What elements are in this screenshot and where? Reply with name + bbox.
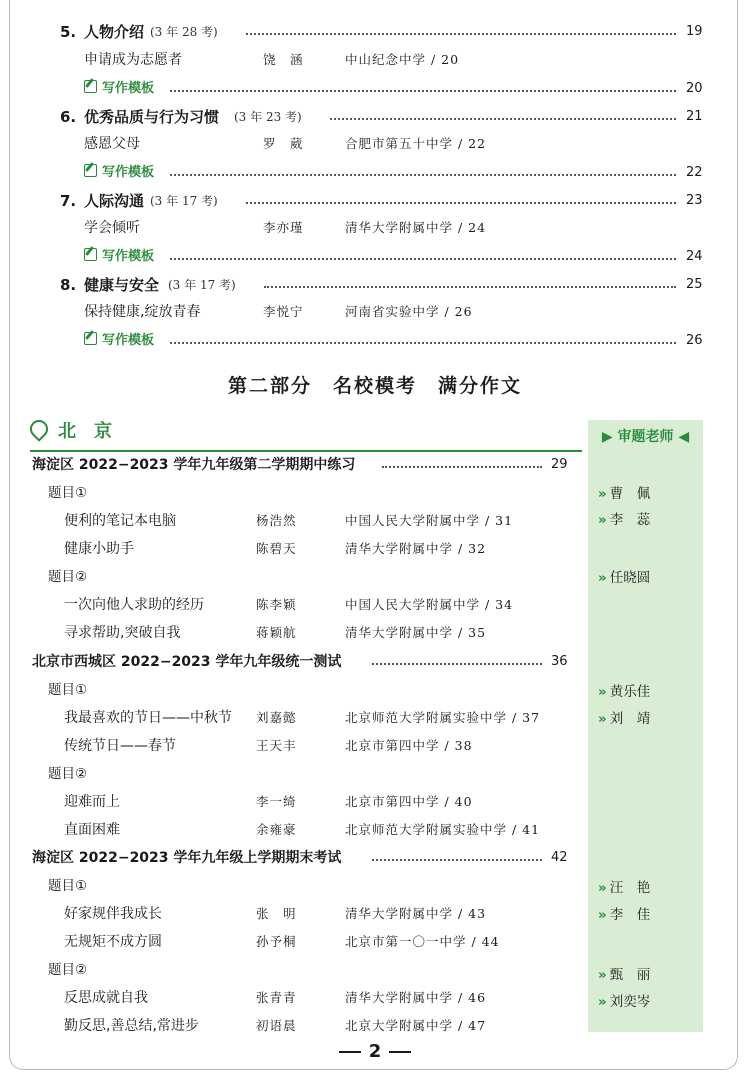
essay-row[interactable] [0,621,750,645]
teacher-name: 曹 佩 [609,486,651,502]
location-pin-icon [26,416,51,441]
edit-icon [84,164,97,177]
region-divider [30,450,582,452]
essay-row[interactable] [0,818,750,842]
essay-title: 传统节日——春节 [64,738,176,754]
topic-label: 题目② [48,766,88,782]
leader-dots [246,202,676,204]
essay-row[interactable] [0,1014,750,1038]
template-link[interactable] [84,245,154,269]
leader-dots [382,466,542,468]
template-link[interactable] [84,77,154,101]
essay-title: 迎难而上 [64,794,120,810]
essay-author: 余雍豪 [256,822,297,837]
page-number [0,1041,750,1062]
sidebar-title: ▶ 审题老师 ◀ [601,429,690,445]
exam-title: 海淀区 2022−2023 学年九年级上学期期末考试 [32,850,342,866]
essay-row[interactable] [0,706,750,730]
edit-icon [84,248,97,261]
chevron-right-icon: » [598,907,604,923]
page-number-label: 2 [368,1041,382,1062]
essay-school: 中国人民大学附属中学 / 34 [345,597,514,612]
exam-title: 海淀区 2022−2023 学年九年级第二学期期中练习 [32,457,356,473]
section-heading[interactable] [0,273,750,297]
topic-label-row [0,762,750,786]
leader-dots [372,859,542,861]
chevron-right-icon: » [598,711,604,727]
topic-label: 题目① [48,485,88,501]
essay-title: 勤反思,善总结,常进步 [64,1018,199,1034]
essay-school: 中国人民大学附属中学 / 31 [345,513,514,528]
topic-label-row [0,958,750,982]
template-row[interactable] [0,245,750,269]
section-heading[interactable] [0,20,750,44]
essay-row[interactable] [0,986,750,1010]
essay-school: 清华大学附属中学 / 43 [345,906,487,921]
essay-author: 李一绮 [256,794,297,809]
essay-title: 好家规伴我成长 [64,906,162,922]
essay-author: 张 明 [256,906,297,921]
essay-title: 保持健康,绽放青春 [84,304,201,320]
template-row[interactable] [0,161,750,185]
essay-title: 一次向他人求助的经历 [64,597,204,613]
template-link[interactable] [84,161,154,185]
teacher-name: 黄乐佳 [609,684,651,700]
essay-title: 我最喜欢的节日——中秋节 [64,710,232,726]
teacher-name: 李 蕊 [609,512,651,528]
essay-row[interactable] [0,48,750,72]
essay-school: 北京师范大学附属实验中学 / 41 [345,822,541,837]
leader-dots [170,174,676,176]
essay-author: 蒋颖航 [256,625,297,640]
page-ref: 24 [686,249,703,264]
template-label: 写作模板 [102,165,155,180]
teacher-name: 刘奕岑 [609,994,651,1010]
template-label: 写作模板 [102,81,155,96]
part-title: 第二部分 名校模考 满分作文 [227,375,522,397]
chevron-right-icon: » [598,570,604,586]
page-ref: 19 [686,24,703,39]
chevron-right-icon: » [598,880,604,896]
topic-label-row [0,874,750,898]
essay-row[interactable] [0,902,750,926]
section-number: 6. [60,108,77,126]
essay-school: 北京市第四中学 / 40 [345,794,473,809]
essay-school: 中山纪念中学 / 20 [345,52,460,67]
essay-author: 陈李颖 [256,597,297,612]
essay-author: 孙予桐 [256,934,297,949]
leader-dots [246,33,676,35]
template-link[interactable] [84,329,154,353]
essay-row[interactable] [0,930,750,954]
page-ref: 29 [551,457,568,472]
essay-row[interactable] [0,593,750,617]
essay-title: 寻求帮助,突破自我 [64,625,181,641]
section-note: (3 年 28 考) [150,25,218,39]
essay-school: 合肥市第五十中学 / 22 [345,136,487,151]
dash-right [389,1051,411,1053]
region-heading [30,418,112,446]
chevron-right-icon: » [598,684,604,700]
leader-dots [170,90,676,92]
leader-dots [372,663,542,665]
essay-title: 便利的笔记本电脑 [64,513,176,529]
essay-school: 清华大学附属中学 / 35 [345,625,487,640]
essay-author: 刘嘉懿 [256,710,297,725]
section-note: (3 年 17 考) [168,278,236,292]
essay-title: 反思成就自我 [64,990,148,1006]
exam-heading[interactable] [0,846,750,870]
page-ref: 22 [686,165,703,180]
section-heading[interactable] [0,105,750,129]
section-title: 健康与安全 [84,276,160,294]
topic-label: 题目② [48,569,88,585]
essay-title: 健康小助手 [64,541,134,557]
essay-author: 陈碧天 [256,541,297,556]
topic-label: 题目② [48,962,88,978]
section-title: 人物介绍 [84,23,145,41]
essay-row[interactable] [0,132,750,156]
essay-title: 无规矩不成方圆 [64,934,162,950]
topic-label: 题目① [48,682,88,698]
chevron-right-icon: » [598,512,604,528]
template-label: 写作模板 [102,333,155,348]
teacher-name: 李 佳 [609,907,651,923]
topic-label-row [0,481,750,505]
essay-row[interactable] [0,509,750,533]
chevron-right-icon: » [598,994,604,1010]
leader-dots [330,118,676,120]
essay-title: 学会倾听 [84,220,140,236]
topic-label-row [0,565,750,589]
page-ref: 21 [686,109,703,124]
section-heading[interactable] [0,189,750,213]
page-ref: 23 [686,193,703,208]
essay-school: 河南省实验中学 / 26 [345,304,473,319]
page-ref: 20 [686,81,703,96]
essay-title: 直面困难 [64,822,120,838]
dash-left [339,1051,361,1053]
page-ref: 26 [686,333,703,348]
essay-author: 李亦瑾 [263,220,304,235]
region-label: 北 京 [58,421,112,442]
essay-school: 北京师范大学附属实验中学 / 37 [345,710,541,725]
essay-school: 清华大学附属中学 / 32 [345,541,487,556]
teacher-name: 任晓圆 [609,570,651,586]
leader-dots [264,286,676,288]
chevron-right-icon: » [598,967,604,983]
section-title: 人际沟通 [84,192,145,210]
leader-dots [170,342,676,344]
essay-author: 王天丰 [256,738,297,753]
topic-label-row [0,678,750,702]
essay-author: 李悦宁 [263,304,304,319]
essay-author: 杨浩然 [256,513,297,528]
essay-author: 张青青 [256,990,297,1005]
edit-icon [84,332,97,345]
page-ref: 25 [686,277,703,292]
essay-author: 饶 涵 [263,52,304,67]
essay-school: 北京大学附属中学 / 47 [345,1018,487,1033]
essay-school: 北京市第四中学 / 38 [345,738,473,753]
page-ref: 42 [551,850,568,865]
section-note: (3 年 17 考) [150,194,218,208]
section-number: 5. [60,23,77,41]
page-ref: 36 [551,654,568,669]
teacher-name: 汪 艳 [609,880,651,896]
template-label: 写作模板 [102,249,155,264]
section-number: 8. [60,276,77,294]
essay-title: 申请成为志愿者 [84,52,182,68]
essay-school: 清华大学附属中学 / 24 [345,220,487,235]
exam-heading[interactable] [0,453,750,477]
section-title: 优秀品质与行为习惯 [84,108,220,126]
exam-title: 北京市西城区 2022−2023 学年九年级统一测试 [32,654,342,670]
chevron-right-icon: » [598,486,604,502]
teacher-name: 刘 靖 [609,711,651,727]
topic-label: 题目① [48,878,88,894]
essay-row[interactable] [0,790,750,814]
template-row[interactable] [0,77,750,101]
essay-author: 初语晨 [256,1018,297,1033]
essay-school: 北京市第一〇一中学 / 44 [345,934,500,949]
essay-row[interactable] [0,216,750,240]
essay-school: 清华大学附属中学 / 46 [345,990,487,1005]
leader-dots [170,258,676,260]
essay-row[interactable] [0,734,750,758]
edit-icon [84,80,97,93]
teacher-name: 甄 丽 [609,967,651,983]
exam-heading[interactable] [0,650,750,674]
essay-row[interactable] [0,300,750,324]
essay-author: 罗 葳 [263,136,304,151]
template-row[interactable] [0,329,750,353]
essay-row[interactable] [0,537,750,561]
essay-title: 感恩父母 [84,136,140,152]
section-number: 7. [60,192,77,210]
section-note: (3 年 23 考) [234,110,302,124]
